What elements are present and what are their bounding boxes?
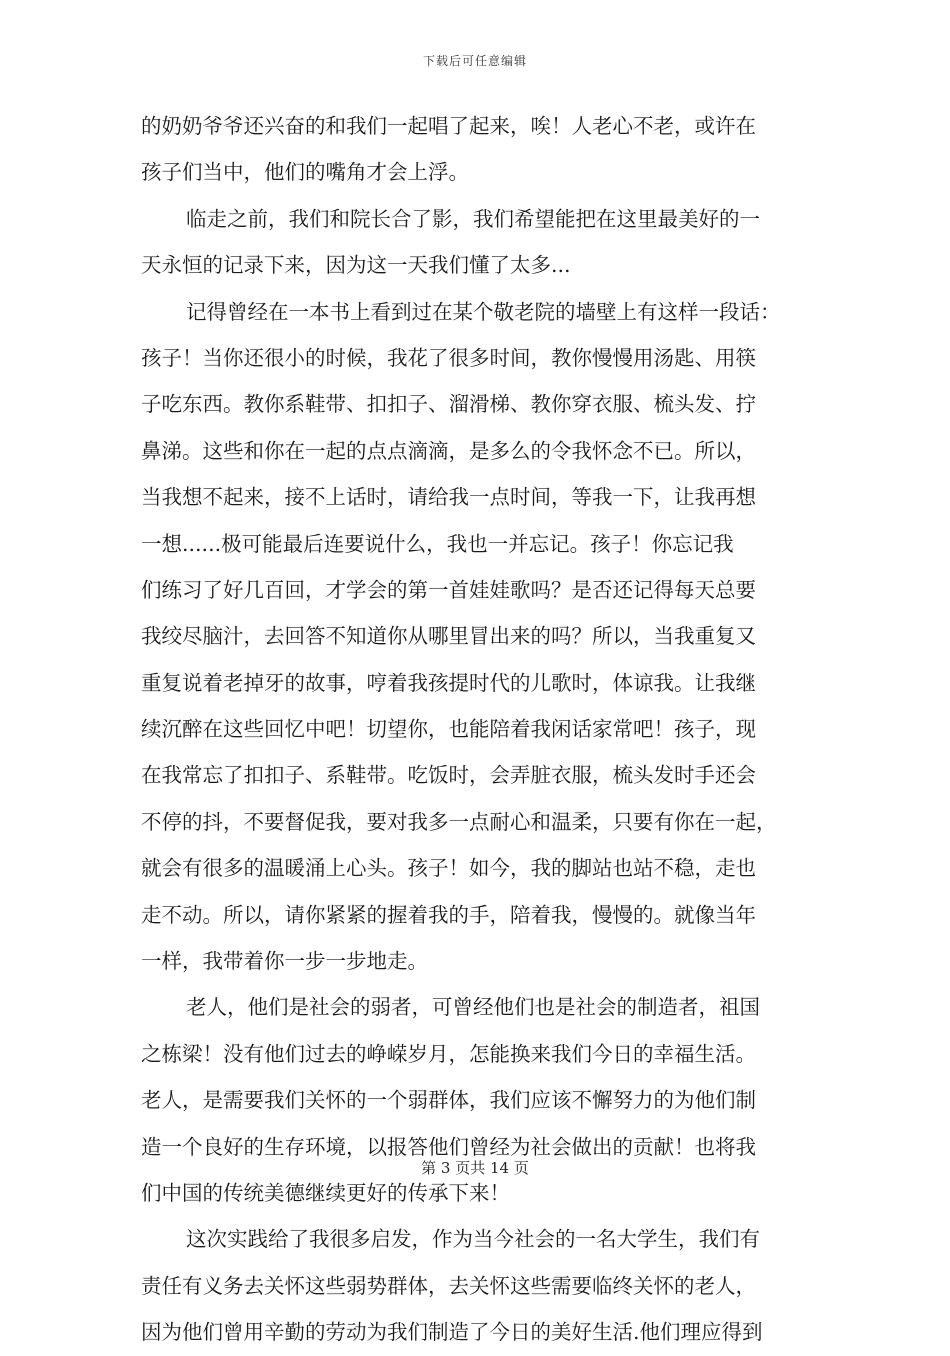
text-line: 重复说着老掉牙的故事，哼着我孩提时代的儿歌时，体谅我。让我继 — [141, 670, 756, 695]
text-line: 孩子！当你还很小的时候，我花了很多时间，教你慢慢用汤匙、用筷 — [141, 345, 756, 370]
text-line: 不停的抖，不要督促我，要对我多一点耐心和温柔，只要有你在一起， — [141, 809, 777, 834]
text-line: 一想......极可能最后连要说什么，我也一并忘记。孩子！你忘记我 — [141, 531, 734, 556]
text-line: 在我常忘了扣扣子、系鞋带。吃饭时，会弄脏衣服，梳头发时手还会 — [141, 763, 756, 788]
text-line: 们练习了好几百回，才学会的第一首娃娃歌吗？是否还记得每天总要 — [141, 577, 756, 602]
text-line: 因为他们曾用辛勤的劳动为我们制造了今日的美好生活.他们理应得到 — [141, 1320, 763, 1345]
text-line: 一样，我带着你一步一步地走。 — [141, 949, 428, 974]
text-line: 造一个良好的生存环境，以报答他们曾经为社会做出的贡献！也将我 — [141, 1134, 756, 1159]
text-line: 之栋梁！没有他们过去的峥嵘岁月，怎能换来我们今日的幸福生活。 — [141, 1041, 756, 1066]
text-line: 我绞尽脑汁，去回答不知道你从哪里冒出来的吗？所以，当我重复又 — [141, 624, 756, 649]
text-line: 天永恒的记录下来，因为这一天我们懂了太多... — [141, 253, 571, 278]
page-header-note: 下载后可任意编辑 — [422, 54, 527, 68]
page-number-footer: 第 3 页共 14 页 — [421, 1159, 529, 1177]
text-line: 续沉醉在这些回忆中吧！切望你，也能陪着我闲话家常吧！孩子，现 — [141, 717, 756, 742]
text-line: 的奶奶爷爷还兴奋的和我们一起唱了起来，唉！人老心不老，或许在 — [141, 114, 756, 138]
paragraph-first-line: 这次实践给了我很多启发，作为当今社会的一名大学生，我们有 — [186, 1227, 760, 1252]
text-line: 当我想不起来，接不上话时，请给我一点时间，等我一下，让我再想 — [141, 485, 756, 510]
paragraph-first-line: 临走之前，我们和院长合了影，我们希望能把在这里最美好的一 — [186, 206, 760, 231]
text-line: 孩子们当中，他们的嘴角才会上浮。 — [141, 160, 469, 185]
paragraph-first-line: 记得曾经在一本书上看到过在某个敬老院的墙壁上有这样一段话： — [186, 299, 781, 324]
text-line: 老人，是需要我们关怀的一个弱群体，我们应该不懈努力的为他们制 — [141, 1088, 756, 1113]
text-line: 走不动。所以，请你紧紧的握着我的手，陪着我，慢慢的。就像当年 — [141, 902, 756, 927]
text-line: 责任有义务去关怀这些弱势群体，去关怀这些需要临终关怀的老人， — [141, 1273, 756, 1298]
text-line: 鼻涕。这些和你在一起的点点滴滴，是多么的令我怀念不已。所以， — [141, 438, 756, 463]
text-line: 们中国的传统美德继续更好的传承下来！ — [141, 1180, 510, 1205]
text-line: 子吃东西。教你系鞋带、扣扣子、溜滑梯、教你穿衣服、梳头发、拧 — [141, 392, 756, 417]
text-line: 就会有很多的温暖涌上心头。孩子！如今，我的脚站也站不稳，走也 — [141, 856, 756, 881]
paragraph-first-line: 老人，他们是社会的弱者，可曾经他们也是社会的制造者，祖国 — [186, 995, 760, 1020]
